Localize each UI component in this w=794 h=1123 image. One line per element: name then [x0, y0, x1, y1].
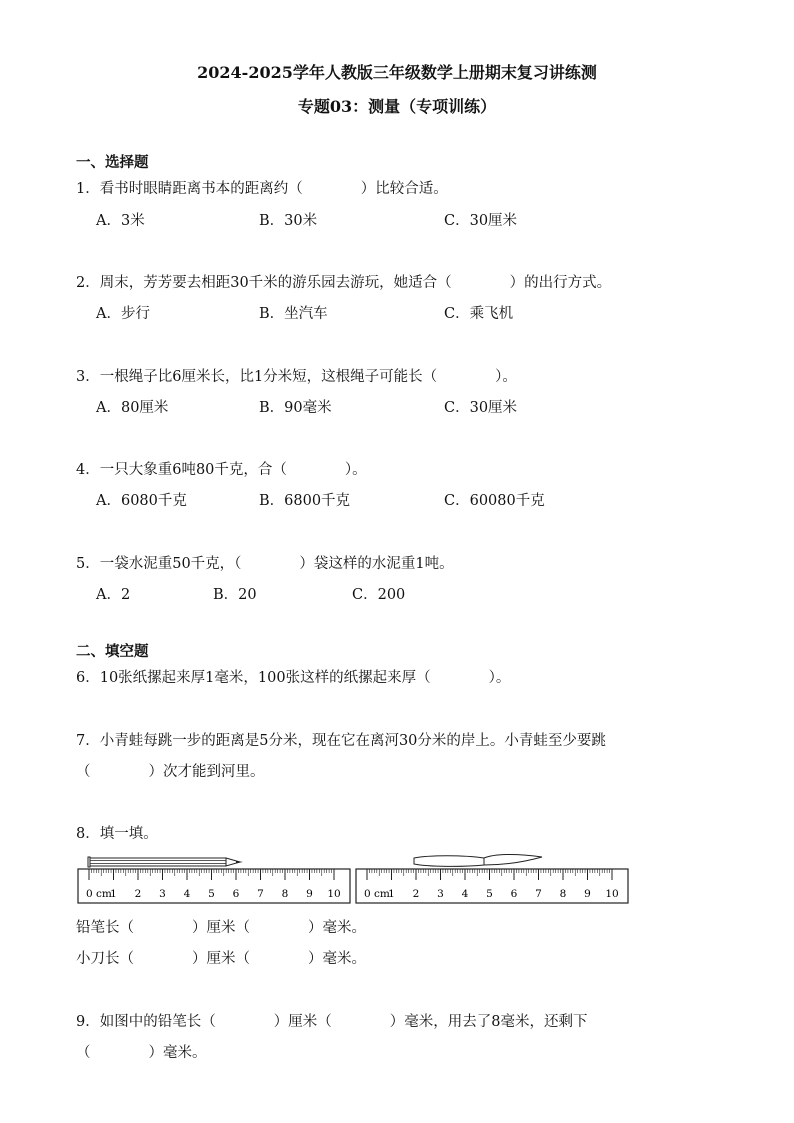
ruler-tick-label: 5 [486, 888, 493, 900]
question-6: 6．10张纸摞起来厚1毫米，100张这样的纸摞起来厚（ ）。 [76, 670, 511, 686]
ruler-tick-label: 8 [281, 888, 289, 900]
q5-option-c[interactable]: C．200 [352, 587, 406, 603]
ruler-tick-label: 9 [306, 888, 313, 900]
q2-option-c[interactable]: C．乘飞机 [444, 306, 514, 322]
ruler-tick-label: 9 [584, 888, 591, 900]
pencil-ruler-figure [76, 852, 352, 906]
q3-option-a[interactable]: A．80厘米 [96, 400, 169, 416]
ruler-tick-label: 6 [510, 888, 518, 900]
ruler-tick-label: 1 [388, 888, 395, 900]
question-5: 5．一袋水泥重50千克，（ ）袋这样的水泥重1吨。 [76, 556, 454, 572]
q5-option-a[interactable]: A．2 [96, 587, 131, 603]
q1-option-b[interactable]: B．30米 [259, 213, 318, 229]
ruler-tick-label: 2 [134, 888, 142, 900]
ruler-tick-label: 4 [183, 888, 191, 900]
ruler-tick-label: 10 [327, 888, 341, 900]
question-9-line-2: （ ）毫米。 [76, 1045, 207, 1061]
question-7-line-1: 7．小青蛙每跳一步的距离是5分米，现在它在离河30分米的岸上。小青蛙至少要跳 [76, 733, 606, 749]
question-8: 8．填一填。 [76, 826, 158, 842]
ruler-tick-label: 7 [257, 888, 264, 900]
ruler-unit-label: 0 cm [86, 888, 112, 900]
q2-option-a[interactable]: A．步行 [96, 306, 150, 322]
q4-option-a[interactable]: A．6080千克 [96, 493, 187, 509]
question-1: 1．看书时眼睛距离书本的距离约（ ）比较合适。 [76, 181, 448, 197]
question-7-line-2: （ ）次才能到河里。 [76, 764, 265, 780]
q5-option-b[interactable]: B．20 [213, 587, 257, 603]
q1-option-a[interactable]: A．3米 [96, 213, 145, 229]
ruler-tick-label: 5 [208, 888, 215, 900]
section-fill: 二、填空题 [76, 643, 149, 660]
question-9-line-1: 9．如图中的铅笔长（ ）厘米（ ）毫米，用去了8毫米，还剩下 [76, 1014, 588, 1030]
page-subtitle: 专题03：测量（专项训练） [297, 97, 497, 116]
q2-option-b[interactable]: B．坐汽车 [259, 306, 328, 322]
knife-ruler-figure [354, 852, 630, 906]
question-4: 4．一只大象重6吨80千克，合（ ）。 [76, 462, 367, 478]
q3-option-b[interactable]: B．90毫米 [259, 400, 332, 416]
ruler-tick-label: 6 [232, 888, 240, 900]
ruler-unit-label: 0 cm [364, 888, 390, 900]
ruler-tick-label: 7 [535, 888, 542, 900]
question-2: 2．周末，芳芳要去相距30千米的游乐园去游玩，她适合（ ）的出行方式。 [76, 275, 612, 291]
ruler-tick-label: 3 [159, 888, 166, 900]
q4-option-c[interactable]: C．60080千克 [444, 493, 545, 509]
ruler-tick-label: 4 [461, 888, 469, 900]
question-3: 3．一根绳子比6厘米长，比1分米短，这根绳子可能长（ ）。 [76, 369, 517, 385]
ruler-tick-label: 2 [412, 888, 420, 900]
ruler-tick-label: 3 [437, 888, 444, 900]
page-title: 2024-2025学年人教版三年级数学上册期末复习讲练测 [197, 63, 597, 82]
q4-option-b[interactable]: B．6800千克 [259, 493, 351, 509]
ruler-tick-label: 1 [110, 888, 117, 900]
ruler-tick-label: 8 [559, 888, 567, 900]
section-choice: 一、选择题 [76, 154, 149, 171]
ruler-tick-label: 10 [605, 888, 619, 900]
q3-option-c[interactable]: C．30厘米 [444, 400, 518, 416]
knife-length-line: 小刀长（ ）厘米（ ）毫米。 [76, 951, 366, 967]
pencil-drawing [88, 857, 243, 867]
pencil-length-line: 铅笔长（ ）厘米（ ）毫米。 [76, 920, 366, 936]
knife-drawing [414, 854, 542, 866]
q1-option-c[interactable]: C．30厘米 [444, 213, 518, 229]
